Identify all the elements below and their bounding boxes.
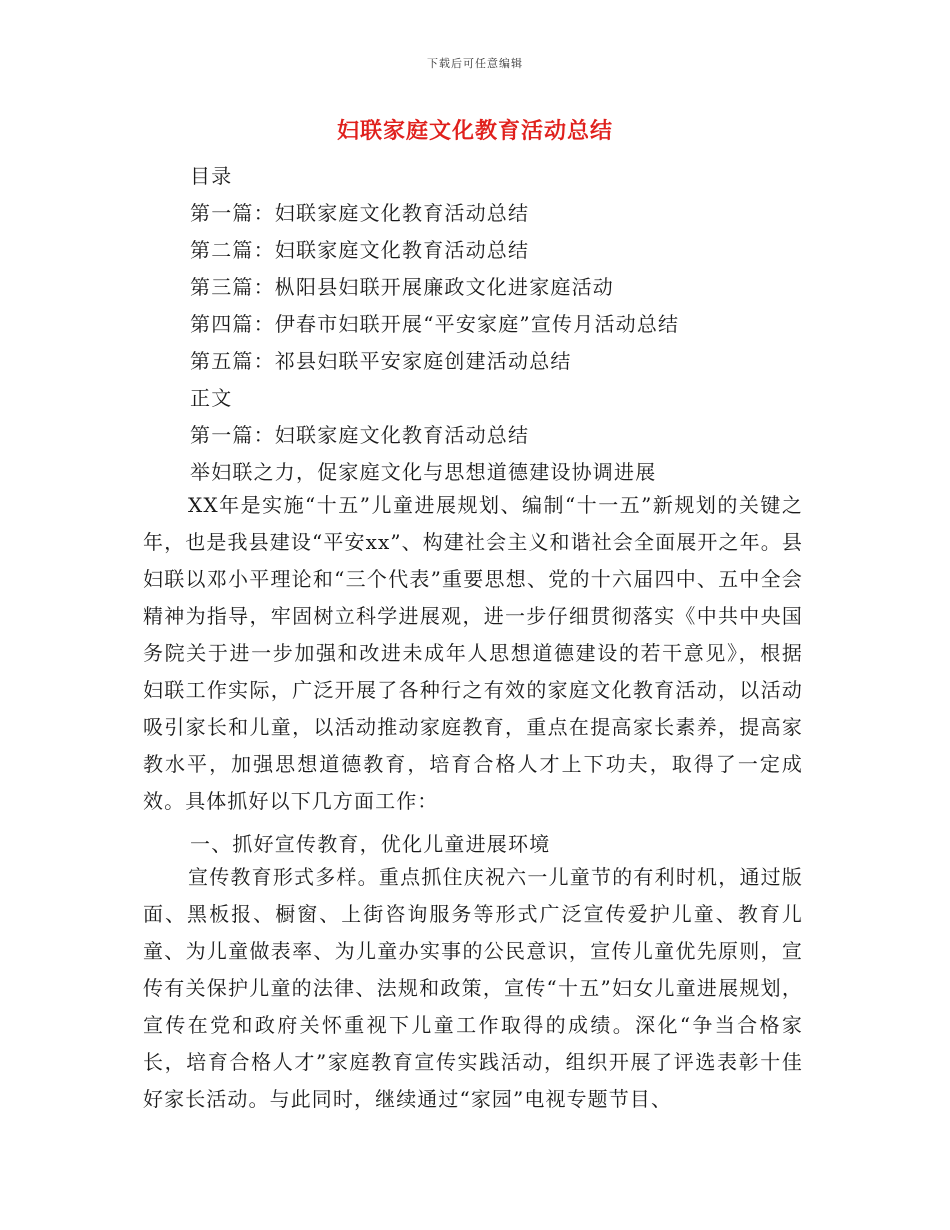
paragraph-2 [143, 859, 803, 1118]
toc-item-5: 第五篇：祁县妇联平安家庭创建活动总结 [190, 349, 572, 373]
paragraph-2-text: 宣传教育形式多样。重点抓住庆祝六一儿童节的有利时机，通过版面、黑板报、橱窗、上街咨询服务等形式广泛宣传爱护儿童、教育儿童、为儿童做表率、为儿童办实事的公民意识，宣传儿童优先原则，宣传有关保护儿童的法律、法规和政策，宣传“十五”妇女儿童进展规划，宣传在党和政府关怀重视下儿童工作取得的成绩。深化“争当合格家长，培育合格人才”家庭教育宣传实践活动，组织开展了评选表彰十佳好家长活动。与此同时，继续通过“家园”电视专题节目、 [143, 865, 803, 1111]
subtitle: 举妇联之力，促家庭文化与思想道德建设协调进展 [190, 460, 657, 484]
body-label: 正文 [190, 386, 233, 410]
paragraph-1-text: XX年是实施“十五”儿童进展规划、编制“十一五”新规划的关键之年，也是我县建设“平安xx”、构建社会主义和谐社会全面展开之年。县妇联以邓小平理论和“三个代表”重要思想、党的十六届四中、五中全会精神为指导，牢固树立科学进展观，进一步仔细贯彻落实《中共中央国务院关于进一步加强和改进未成年人思想道德建设的若干意见》，根据妇联工作实际，广泛开展了各种行之有效的家庭文化教育活动，以活动吸引家长和儿童，以活动推动家庭教育，重点在提高家长素养，提高家教水平，加强思想道德教育，培育合格人才上下功夫，取得了一定成效。具体抓好以下几方面工作： [143, 493, 803, 813]
header-note: 下载后可任意编辑 [427, 57, 523, 70]
section-1-heading: 一、抓好宣传教育，优化儿童进展环境 [190, 832, 551, 856]
toc-item-4: 第四篇：伊春市妇联开展“平安家庭”宣传月活动总结 [190, 312, 680, 336]
toc-item-2: 第二篇：妇联家庭文化教育活动总结 [190, 238, 530, 262]
paragraph-1 [143, 487, 803, 820]
toc-item-3: 第三篇：枞阳县妇联开展廉政文化进家庭活动 [190, 275, 614, 299]
part-heading: 第一篇：妇联家庭文化教育活动总结 [190, 423, 530, 447]
toc-label: 目录 [190, 164, 233, 188]
toc-item-1: 第一篇：妇联家庭文化教育活动总结 [190, 201, 530, 225]
document-title: 妇联家庭文化教育活动总结 [336, 118, 613, 144]
